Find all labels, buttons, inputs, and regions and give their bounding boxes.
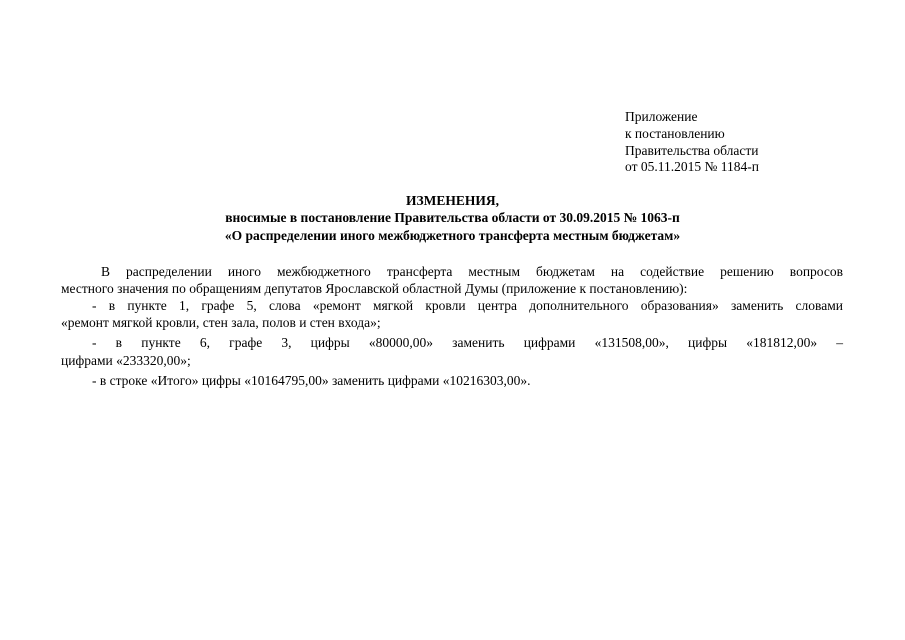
body-line: - в пункте 1, графе 5, слова «ремонт мягкой кровли центра дополнительного образования» заменить словами	[92, 298, 843, 313]
body-line: - в пункте 6, графе 3, цифры «80000,00» заменить цифрами «131508,00», цифры «181812,00» –	[92, 335, 843, 350]
document-subtitle: «О распределении иного межбюджетного трансферта местным бюджетам»	[224, 228, 681, 243]
body-line: цифрами «233320,00»;	[61, 353, 191, 368]
body-line: В распределении иного межбюджетного трансферта местным бюджетам на содействие решению вопросов	[101, 264, 843, 279]
appendix-line: Приложение	[625, 109, 698, 124]
body-line: «ремонт мягкой кровли, стен зала, полов и стен входа»;	[61, 315, 381, 330]
body-line: местного значения по обращениям депутатов Ярославской областной Думы (приложение к постановлению):	[61, 281, 688, 296]
document-subtitle: вносимые в постановление Правительства области от 30.09.2015 № 1063-п	[225, 210, 680, 225]
appendix-line: к постановлению	[625, 125, 725, 141]
appendix-block	[625, 109, 759, 176]
document-title: ИЗМЕНЕНИЯ,	[405, 193, 499, 208]
appendix-line: Правительства области	[625, 142, 759, 158]
appendix-line: от 05.11.2015 № 1184-п	[625, 159, 759, 175]
body-line: - в строке «Итого» цифры «10164795,00» заменить цифрами «10216303,00».	[92, 373, 531, 388]
